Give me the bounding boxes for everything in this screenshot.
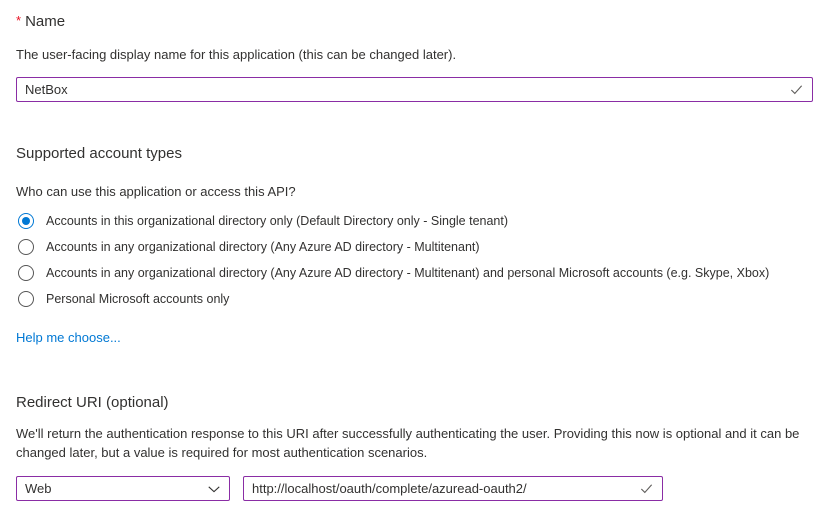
platform-select[interactable] xyxy=(16,476,230,501)
radio-option-label: Accounts in this organizational directory only (Default Directory only - Single tenant) xyxy=(46,214,509,228)
supported-account-types-section xyxy=(16,144,813,347)
name-section-title xyxy=(16,11,813,32)
name-section xyxy=(16,11,813,102)
checkmark-icon xyxy=(789,82,804,97)
radio-option-label: Accounts in any organizational directory (Any Azure AD directory - Multitenant) xyxy=(46,240,480,254)
help-me-choose-link[interactable]: Help me choose... xyxy=(16,330,121,345)
radio-option-label: Accounts in any organizational directory (Any Azure AD directory - Multitenant) and personal Microsoft accounts (e.g. Skype, Xbox) xyxy=(46,266,770,280)
redirect-uri-input-wrapper xyxy=(243,476,663,501)
radio-option-label: Personal Microsoft accounts only xyxy=(46,292,230,306)
name-label: Name xyxy=(25,13,66,30)
chevron-down-icon xyxy=(207,482,221,496)
account-types-title: Supported account types xyxy=(16,145,182,162)
required-asterisk: * xyxy=(16,13,22,28)
redirect-uri-title: Redirect URI (optional) xyxy=(16,394,169,411)
radio-multitenant[interactable] xyxy=(18,239,34,255)
radio-option-personal-only[interactable] xyxy=(16,286,813,312)
radio-personal-only[interactable] xyxy=(18,291,34,307)
account-type-radio-group xyxy=(16,208,813,312)
checkmark-icon xyxy=(639,481,654,496)
radio-option-multitenant-personal[interactable] xyxy=(16,260,813,286)
redirect-uri-input[interactable] xyxy=(244,477,639,500)
account-types-question: Who can use this application or access this API? xyxy=(16,184,296,199)
redirect-uri-row xyxy=(16,476,813,501)
radio-option-multitenant[interactable] xyxy=(16,234,813,260)
name-description: The user-facing display name for this application (this can be changed later). xyxy=(16,47,457,62)
name-input-wrapper xyxy=(16,77,813,102)
platform-select-value: Web xyxy=(25,481,52,496)
radio-multitenant-personal[interactable] xyxy=(18,265,34,281)
radio-single-tenant[interactable] xyxy=(18,213,34,229)
radio-option-single-tenant[interactable] xyxy=(16,208,813,234)
name-input[interactable] xyxy=(17,78,789,101)
redirect-uri-description: We'll return the authentication response to this URI after successfully authenticating the user. Providing this now is optional and it can be changed later, but a value is required for most authentication scenarios. xyxy=(16,426,800,460)
redirect-uri-section xyxy=(16,393,813,501)
